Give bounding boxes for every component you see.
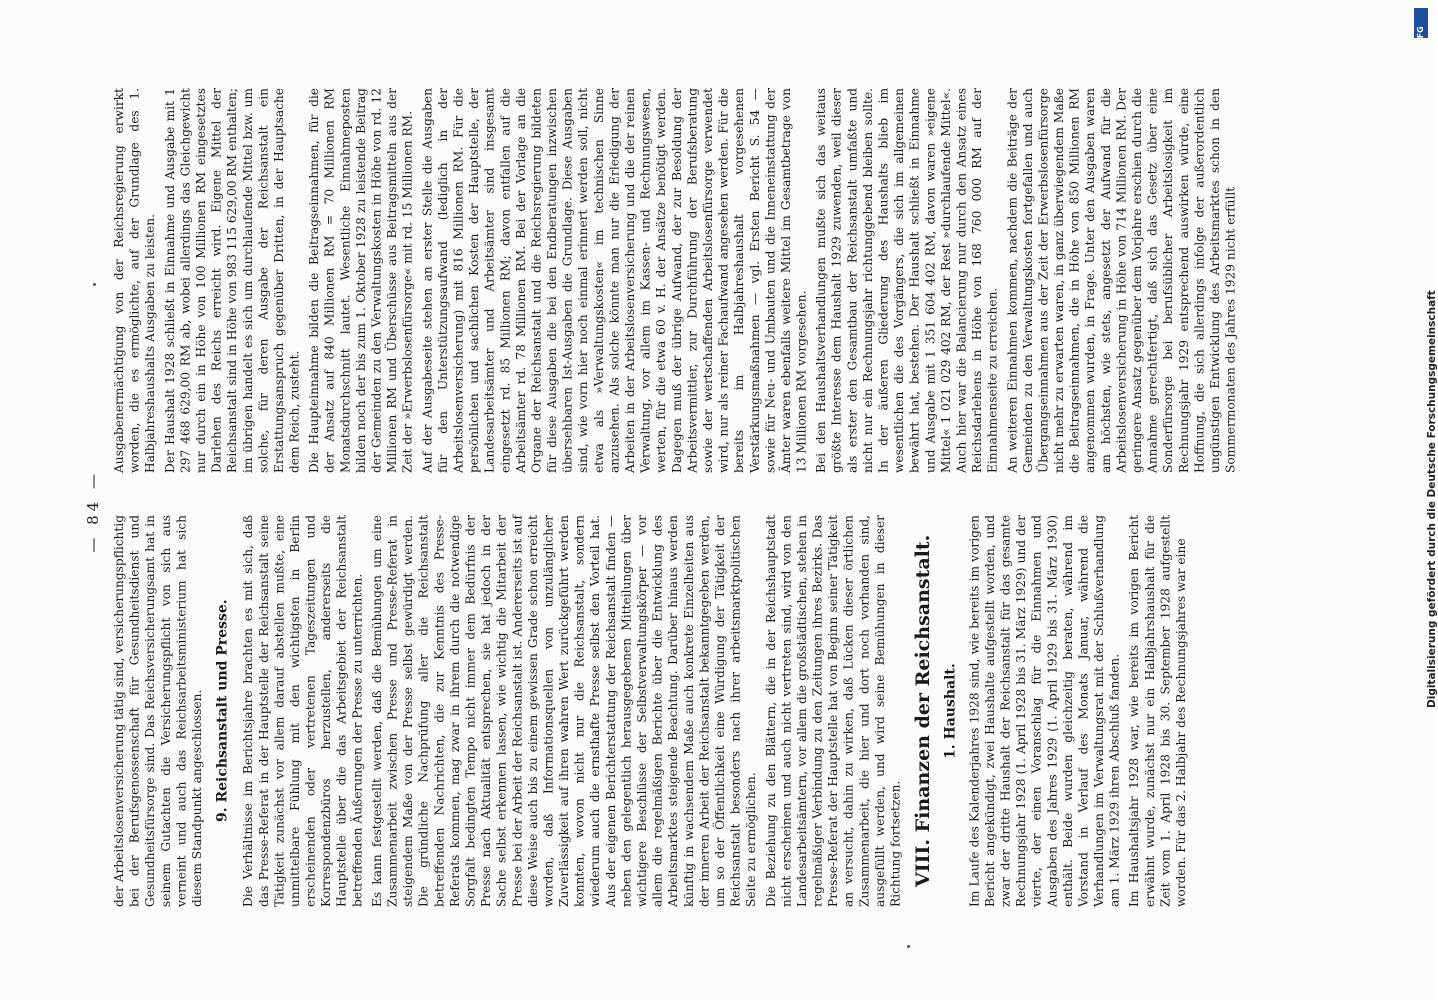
digitization-credit: Digitalisierung gefördert durch die Deutsche Forschungsgemeinschaft — [1426, 290, 1438, 708]
left-paragraph-4: Die Beziehung zu den Blättern, die in der Reichshauptstadt nicht erscheinen und auch nicht vertreten sind, wird von den Landesarbeitsämtern, vor allem die großstädtischen, stehen in regelmäßiger Verbindung zu den Zeitungen ihres Bezirks. Das Presse-Referat der Hauptstelle hat von Beginn seiner Tätigkeit an versucht, dahin zu wirken, daß Lücken dieser örtlichen Zusammenarbeit, die hier und dort noch vorhanden sind, ausgefüllt werden, und wird seine Bemühungen in dieser Richtung fortsetzen. — [763, 515, 903, 907]
left-paragraph-5: Im Laufe des Kalenderjahres 1928 sind, wie bereits im vorigen Bericht angekündigt, zwei Haushalte aufgestellt worden, und zwar der dritte Haushalt der Reichsanstalt für das gesamte Rechnungsjahr 1928 (1. April 1928 bis 31. März 1929) und der vierte, der einen Voranschlag für die Einnahmen und Ausgaben des Jahres 1929 (1. April 1929 bis 31. März 1930) enthält. Beide wurden gleichzeitig beraten, während im Vorstand in Verlauf des Monats Januar, während die Verhandlungen im Verwaltungsrat mit der Schlußverhandlung am 1. März 1929 ihren Abschluß fanden. — [967, 515, 1122, 907]
left-paragraph-6: Im Haushaltsjahr 1928 war, wie bereits im vorigen Bericht erwähnt wurde, zunächst nur ein Halbjahrshaushalt für die Zeit vom 1. April 1928 bis 30. September 1928 aufgestellt worden. Für das 2. Halbjahr des Rechnungsjahres war eine — [1127, 515, 1188, 907]
right-paragraph-1: Ausgabenermächtigung von der Reichsregierung erwirkt worden, die es ermöglichte, auf der Grundlage des 1. Halbjahreshaushalts Ausgaben zu leisten. — [112, 88, 158, 473]
subsection-heading: 1. Haushalt. — [942, 663, 959, 759]
scan-speck — [907, 945, 910, 948]
dfg-logo-text: DFG — [1416, 26, 1425, 45]
page-number-label: — 84 — — [84, 470, 102, 553]
section-9-heading: 9. Reichsanstalt und Presse. — [214, 599, 231, 823]
right-paragraph-2: Der Haushalt 1928 schließt in Einnahme und Ausgabe mit 1 297 468 629,00 RM ab, wobei allerdings das Gleichgewicht nur durch ein in Höhe von 100 Millionen RM eingesetztes Darlehen des Reichs erreicht wird. Eigene Mittel der Reichsanstalt sind in Höhe von 983 115 629,00 RM enthalten; im übrigen handelt es sich um durchlaufende Mittel bzw. um solche, für deren Ausgabe der Reichsanstalt ein Erstattungsanspruch gegenüber Dritten, in der Hauptsache dem Reich, zusteht. — [162, 88, 302, 473]
right-paragraph-4: Auf der Ausgabeseite stehen an erster Stelle die Ausgaben für den Unterstützungsaufwand (lediglich in der Arbeitslosenversicherung) mit 816 Millionen RM. Für die persönlichen und sachlichen Kosten der Hauptstelle, der Landesarbeitsämter und Arbeitsämter sind insgesamt eingesetzt rd. 85 Millionen RM; davon entfallen auf die Arbeitsämter rd. 78 Millionen RM. Bei der Vorlage an die Organe der Reichsanstalt und die Reichsregierung bildeten für diese Ausgaben die bei den Endberatungen inzwischen übersehbaren Ist-Ausgaben die Grundlage. Diese Ausgaben sind, wie vorn hier noch einmal erinnert werden soll, nicht etwa als »Verwaltungskosten« im technischen Sinne anzusehen. Als solche könnte man nur die Erledigung der Arbeiten in der Arbeitslosenversicherung und die der reinen Verwaltung, vor allem im Kassen- und Rechnungswesen, werten, für die etwa 60 v. H. der Ansätze benötigt werden. Dagegen muß der übrige Aufwand, der zur Besoldung der Arbeitsvermittler, zur Durchführung der Berufsberatung sowie der wertschaffenden Arbeitslosenfürsorge verwendet wird, nur als reiner Fachaufwand angesehen werden. Für die bereits im Halbjahreshaushalt vorgesehenen Verstärkungsmaßnahmen — vgl. Ersten Bericht S. 54 — sowie für Neu- und Umbauten und die Inneneinstattung der Ämter waren ebenfalls weitere Mittel im Gesamtbetrage von 13 Millionen RM vorgesehen. — [420, 88, 809, 473]
left-paragraph-2: Die Verhältnisse im Berichtsjahre brachten es mit sich, daß das Presse-Referat in der Hauptstelle der Reichsanstalt seine Tätigkeit zunächst vor allem darauf abstellen mußte, eine unmittelbare Fühlung mit den wichtigsten in Berlin erscheinenden oder vertretenen Tageszeitungen und Korrespondenzbüros herzustellen, andererseits die Hauptstelle über die das Arbeitsgebiet der Reichsanstalt betreffenden Äußerungen der Presse zu unterrichten. — [241, 515, 365, 907]
chapter-heading: VIII. Finanzen der Reichsanstalt. — [912, 534, 935, 888]
credit-strip — [1412, 8, 1438, 992]
right-paragraph-3: Die Haupteinnahme bilden die Beitragseinnahmen, für die der Ansatz auf 840 Millionen RM = 70 Millionen RM Monatsdurchschnitt lautet. Wesentliche Einnahmeposten bilden noch der bis zum 1. Oktober 1928 zu leistende Beitrag der Gemeinden zu den Verwaltungskosten in Höhe von rd. 12 Millionen RM und Überschüsse aus Beitragsmitteln aus der Zeit der »Erwerbslosenfürsorge« mit rd. 15 Millionen RM. — [307, 88, 415, 473]
scan-speck — [93, 283, 96, 286]
left-paragraph-1: der Arbeitslosenversicherung tätig sind, versicherungspflichtig bei der Berufsgenossenschaft für Gesundheitsdienst und Gesundheitsfürsorge sind. Das Reichsversicherungsamt hat in seinem Gutachten die Versicherungspflicht von sich aus verneint und auch das Reichsarbeitsministerium hat sich diesem Standpunkt angeschlossen. — [112, 515, 204, 907]
right-column-text — [112, 88, 1302, 473]
left-column-block — [112, 515, 1302, 907]
right-paragraph-6: An weiteren Einnahmen kommen, nachdem die Beiträge der Gemeinden zu den Verwaltungskosten fortgefallen und auch Übergangseinnahmen aus der Zeit der Erwerbslosenfürsorge nicht mehr zu erwarten waren, in ganz überwiegendem Maße die Beitragseinnahmen, die in Höhe von 850 Millionen RM angenommen wurden, in Frage. Unter den Ausgaben waren am höchsten, wie stets, angesetzt der Aufwand für die Arbeitslosenversicherung in Höhe von 714 Millionen RM. Der geringere Ansatz gegenüber dem Vorjahre erschien durch die Annahme gerechtfertigt, daß sich das Gesetz über eine Sonderfürsorge bei berufsüblicher Arbeitslosigkeit im Rechnungsjahr 1929 entsprechend auswirken würde, eine Hoffnung, die sich allerdings infolge der außerordentlich ungünstigen Entwicklung des Arbeitsmarktes schon in den Sommermonaten des Jahres 1929 nicht erfüllt — [1005, 88, 1238, 473]
right-paragraph-5: Bei den Haushaltsverhandlungen mußte sich das weitaus größte Interesse dem Haushalt 1929 zuwenden, weil dieser als erster den Gesamtbau der Reichsanstalt umfaßte und nicht nur ein Rechnungsjahr richtunggebend bleiben sollte. In der äußeren Gliederung des Haushalts blieb im wesentlichen die des Vorgängers, die sich im allgemeinen bewährt hat, bestehen. Der Haushalt schließt in Einnahme und Ausgabe mit 1 351 604 402 RM, davon waren »eigene Mittel« 1 021 029 402 RM, der Rest »durchlaufende Mittel«. Auch hier war die Balancierung nur durch den Ansatz eines Reichsdarlehens in Höhe von 168 760 000 RM auf der Einnahmenseite zu erreichen. — [814, 88, 1000, 473]
left-paragraph-3: Es kann festgestellt werden, daß die Bemühungen um eine Zusammenarbeit zwischen Presse und Presse-Referat in steigendem Maße von der Presse selbst gewürdigt werden. Die gründliche Nachprüfung aller die Reichsanstalt betreffenden Nachrichten, die zur Kenntnis des Presse-Referats kommen, mag zwar in ihrem durch die notwendige Sorgfalt bedingten Tempo nicht immer dem Bedürfnis der Presse nach Aktualität entsprechen, sie hat jedoch in der Sache selbst erkennen lassen, wie wichtig die Mitarbeit der Presse bei der Arbeit der Reichsanstalt ist. Andererseits ist auf diese Weise auch bis zu einem gewissen Grade schon erreicht worden, daß Informationsquellen von unzulänglicher Zuverlässigkeit auf ihren wahren Wert zurückgeführt werden konnten, wovon nicht nur die Reichsanstalt, sondern wiederum auch die ernsthafte Presse selbst den Vorteil hat. Aus der eigenen Berichterstattung der Reichsanstalt finden — neben den gelegentlich herausgegebenen Mitteilungen über wichtigere Beschlüsse der Selbstverwaltungskörper — vor allem die regelmäßigen Berichte über die Entwicklung des Arbeitsmarktes steigende Beachtung. Darüber hinaus werden künftig in wachsendem Maße auch konkrete Einzelheiten aus der inneren Arbeit der Reichsanstalt bekanntgegeben werden, um so der Öffentlichkeit eine Würdigung der Tätigkeit der Reichsanstalt besonders nach ihrer arbeitsmarktpolitischen Seite zu ermöglichen. — [369, 515, 759, 907]
